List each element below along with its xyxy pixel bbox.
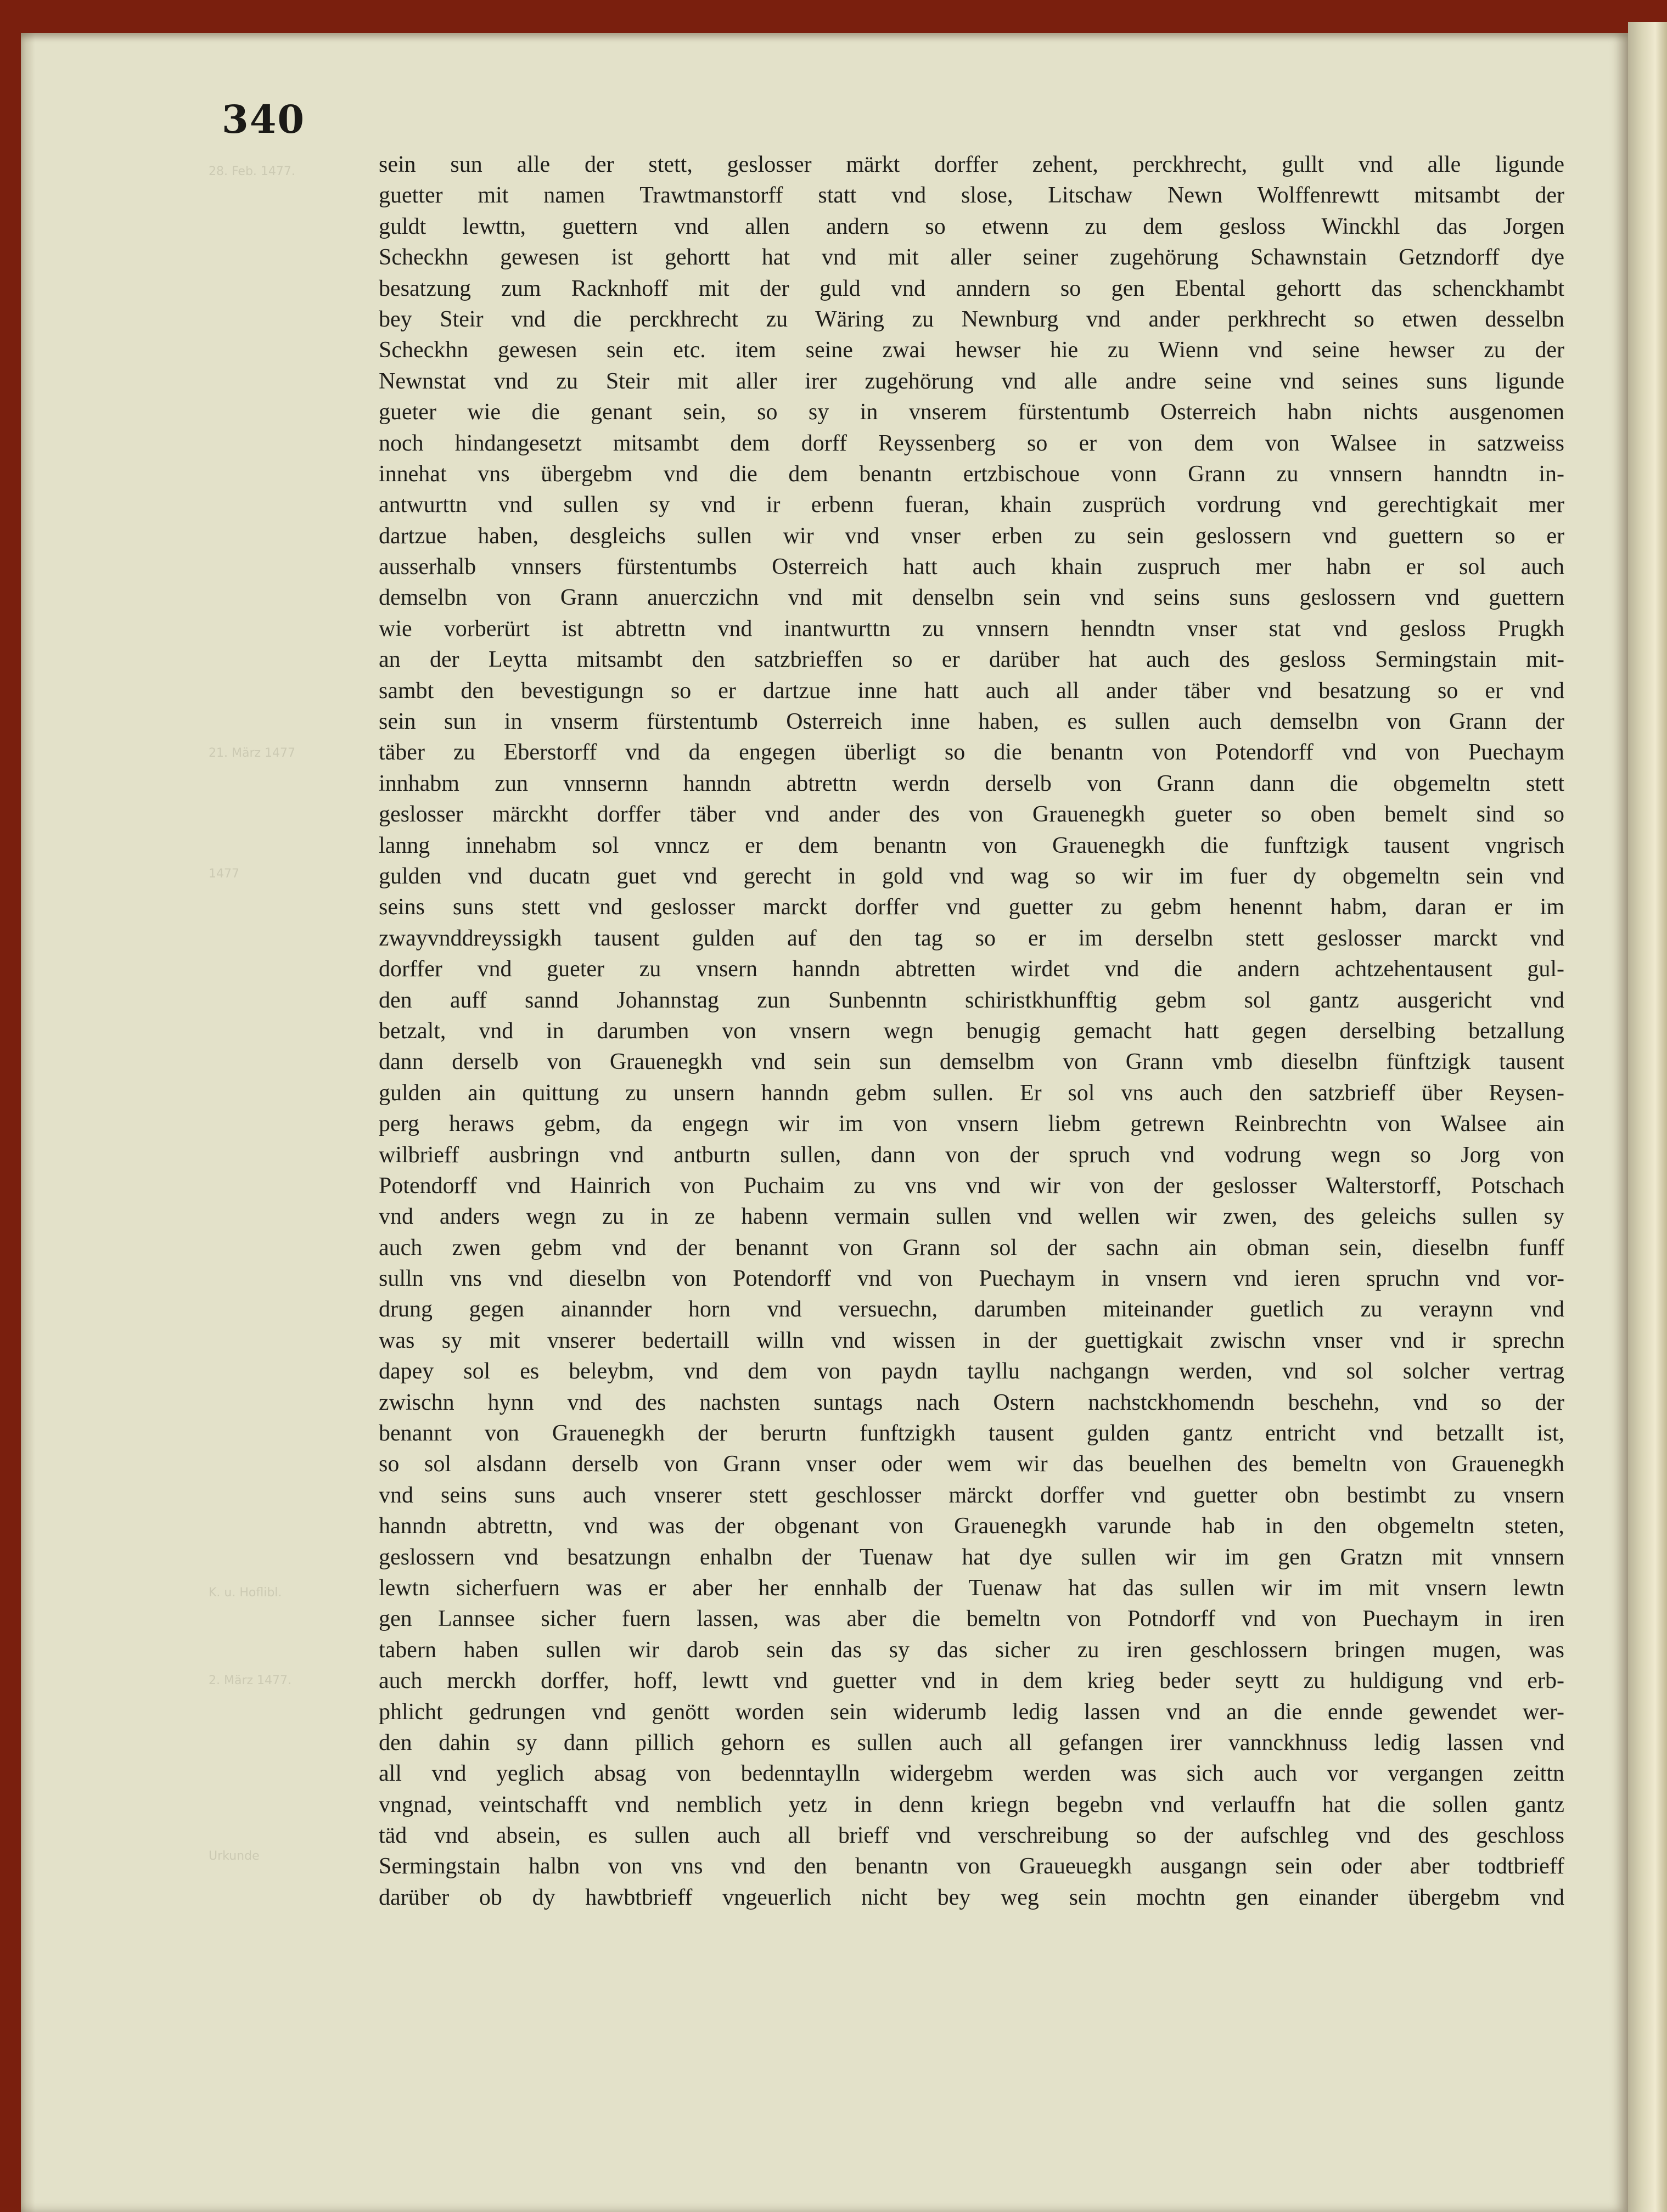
text-line: gueter wie die genant sein, so sy in vnserem fürstentumb Osterreich habn nichts ausgenomen: [379, 399, 1564, 425]
text-line: vnd seins suns auch vnserer stett geschlosser märckt dorffer vnd guetter obn bestimbt zu vnsern: [379, 1482, 1564, 1508]
text-line: besatzung zum Racknhoff mit der guld vnd anndern so gen Ebental gehortt das schenckhambt: [379, 275, 1564, 301]
text-line: dapey sol es beleybm, vnd dem von paydn tayllu nachgangn werden, vnd sol solcher vertrag: [379, 1359, 1564, 1384]
text-line: dorffer vnd gueter zu vnsern hanndn abtretten wirdet vnd die andern achtzehentausent gul-: [379, 956, 1564, 982]
text-line: demselbn von Grann anuerczichn vnd mit denselbn sein vnd seins suns geslossern vnd guettern: [379, 585, 1564, 611]
margin-note: 21. März 1477: [209, 746, 296, 760]
next-page-edge: [1628, 22, 1667, 2212]
text-line: sein sun in vnserm fürstentumb Osterreich inne haben, es sullen auch demselbn von Grann der: [379, 709, 1564, 735]
text-line: perg heraws gebm, da engegn wir im von vnsern liebm getrewn Reinbrechtn von Walsee ain: [379, 1111, 1564, 1137]
text-line: auch merckh dorffer, hoff, lewtt vnd guetter vnd in dem krieg beder seytt zu huldigung vnd erb-: [379, 1668, 1564, 1694]
text-line: wie vorberürt ist abtrettn vnd inantwurttn zu vnnsern henndtn vnser stat vnd gesloss Prugkh: [379, 616, 1564, 641]
text-line: noch hindangesetzt mitsambt dem dorff Reyssenberg so er von dem von Walsee in satzweiss: [379, 430, 1564, 456]
text-line: gen Lannsee sicher fuern lassen, was aber die bemeltn von Potndorff vnd von Puechaym in iren: [379, 1606, 1564, 1632]
text-line: zwayvnddreyssigkh tausent gulden auf den tag so er im derselbn stett geslosser marckt vnd: [379, 925, 1564, 951]
margin-note: 28. Feb. 1477.: [209, 165, 295, 178]
margin-note: 1477: [209, 867, 239, 881]
text-line: ausserhalb vnnsers fürstentumbs Osterreich hatt auch khain zuspruch mer habn er sol auch: [379, 554, 1564, 580]
margin-note: 2. März 1477.: [209, 1674, 292, 1687]
text-line: geslossern vnd besatzungn enhalbn der Tuenaw hat dye sullen wir im gen Gratzn mit vnnsern: [379, 1544, 1564, 1570]
text-line: dann derselb von Grauenegkh vnd sein sun demselbm von Grann vmb dieselbn fünftzigk tausent: [379, 1049, 1564, 1075]
text-line: lewtn sicherfuern was er aber her ennhalb der Tuenaw hat das sullen wir im mit vnsern lewtn: [379, 1575, 1564, 1601]
text-line: guetter mit namen Trawtmanstorff statt vnd slose, Litschaw Newn Wolffenrewtt mitsambt der: [379, 183, 1564, 209]
text-line: Newnstat vnd zu Steir mit aller irer zugehörung vnd alle andre seine vnd seines suns ligunde: [379, 368, 1564, 394]
text-line: antwurttn vnd sullen sy vnd ir erbenn fueran, khain zusprüch vordrung vnd gerechtigkait mer: [379, 492, 1564, 518]
text-line: Scheckhn gewesen sein etc. item seine zwai hewser hie zu Wienn vnd seine hewser zu der: [379, 337, 1564, 363]
text-line: vngnad, veintschafft vnd nemblich yetz in denn kriegn begebn vnd verlauffn hat die sollen gantz: [379, 1792, 1564, 1817]
text-line: was sy mit vnserer bedertaill willn vnd wissen in der guettigkait zwischn vnser vnd ir sprechn: [379, 1327, 1564, 1353]
text-line: drung gegen ainannder horn vnd versuechn, darumben miteinander guetlich zu veraynn vnd: [379, 1297, 1564, 1322]
text-line: tabern haben sullen wir darob sein das sy das sicher zu iren geschlossern bringen mugen, was: [379, 1637, 1564, 1663]
text-line: phlicht gedrungen vnd genött worden sein widerumb ledig lassen vnd an die ennde gewendet wer-: [379, 1699, 1564, 1725]
text-line: täber zu Eberstorff vnd da engegen überligt so die benantn von Potendorff vnd von Puechaym: [379, 740, 1564, 766]
text-line: geslosser märckht dorffer täber vnd ander des von Grauenegkh gueter so oben bemelt sind so: [379, 802, 1564, 828]
text-line: zwischn hynn vnd des nachsten suntags nach Ostern nachstckhomendn beschehn, vnd so der: [379, 1389, 1564, 1415]
body-text: [379, 149, 1564, 1913]
page-number: 340: [222, 97, 306, 142]
text-line: sein sun alle der stett, geslosser märkt dorffer zehent, perckhrecht, gullt vnd alle ligunde: [379, 152, 1564, 177]
text-line: den auff sannd Johannstag zun Sunbenntn schiristkhunfftig gebm sol gantz ausgericht vnd: [379, 987, 1564, 1013]
text-line: gulden ain quittung zu unsern hanndn gebm sullen. Er sol vns auch den satzbrieff über Reysen-: [379, 1080, 1564, 1106]
text-line: täd vnd absein, es sullen auch all brieff vnd verschreibung so der aufschleg vnd des geschloss: [379, 1823, 1564, 1849]
text-line: an der Leytta mitsambt den satzbrieffen so er darüber hat auch des gesloss Sermingstain mit-: [379, 647, 1564, 673]
text-line: so sol alsdann derselb von Grann vnser oder wem wir das beuelhen des bemeltn von Grauenegkh: [379, 1451, 1564, 1477]
margin-note: K. u. Hoflibl.: [209, 1586, 282, 1600]
margin-note: Urkunde: [209, 1849, 260, 1863]
text-line: vnd anders wegn zu in ze habenn vermain sullen vnd wellen wir zwen, des geleichs sullen sy: [379, 1204, 1564, 1230]
text-line: den dahin sy dann pillich gehorn es sullen auch all gefangen irer vannckhnuss ledig lassen vnd: [379, 1730, 1564, 1755]
text-line: lanng innehabm sol vnncz er dem benantn von Grauenegkh die funftzigk tausent vngrisch: [379, 832, 1564, 858]
text-line: dartzue haben, desgleichs sullen wir vnd vnser erben zu sein geslossern vnd guettern so er: [379, 523, 1564, 549]
text-line: bey Steir vnd die perckhrecht zu Wäring zu Newnburg vnd ander perkhrecht so etwen desselbn: [379, 306, 1564, 332]
page-gutter-shadow: [21, 33, 35, 2212]
text-line: innehat vns übergebm vnd die dem benantn ertzbischoue vonn Grann zu vnnsern hanndtn in-: [379, 461, 1564, 487]
text-line: gulden vnd ducatn guet vnd gerecht in gold vnd wag so wir im fuer dy obgemeltn sein vnd: [379, 863, 1564, 889]
text-line: innhabm zun vnnsernn hanndn abtrettn werdn derselb von Grann dann die obgemeltn stett: [379, 770, 1564, 796]
text-line: wilbrieff ausbringn vnd antburtn sullen, dann von der spruch vnd vodrung wegn so Jorg von: [379, 1142, 1564, 1168]
text-line: all vnd yeglich absag von bedenntaylln widergebm werden was sich auch vor vergangen zeittn: [379, 1761, 1564, 1787]
text-line: auch zwen gebm vnd der benannt von Grann sol der sachn ain obman sein, dieselbn funff: [379, 1235, 1564, 1260]
text-line: Sermingstain halbn von vns vnd den benantn von Graueuegkh ausgangn sein oder aber todtbrieff: [379, 1854, 1564, 1879]
text-line: sulln vns vnd dieselbn von Potendorff vnd von Puechaym in vnsern vnd ieren spruchn vnd vor-: [379, 1266, 1564, 1292]
text-line: darüber ob dy hawbtbrieff vngeuerlich nicht bey weg sein mochtn gen einander übergebm vnd: [379, 1884, 1564, 1910]
text-line: benannt von Grauenegkh der berurtn funftzigkh tausent gulden gantz entricht vnd betzallt ist,: [379, 1421, 1564, 1446]
text-line: hanndn abtrettn, vnd was der obgenant von Grauenegkh varunde hab in den obgemeltn steten,: [379, 1513, 1564, 1539]
text-line: Potendorff vnd Hainrich von Puchaim zu vns vnd wir von der geslosser Walterstorff, Potschach: [379, 1173, 1564, 1198]
text-line: seins suns stett vnd geslosser marckt dorffer vnd guetter zu gebm henennt habm, daran er im: [379, 894, 1564, 920]
text-line: guldt lewttn, guettern vnd allen andern so etwenn zu dem gesloss Winckhl das Jorgen: [379, 213, 1564, 239]
text-line: betzalt, vnd in darumben von vnsern wegn benugig gemacht hatt gegen derselbing betzallung: [379, 1018, 1564, 1044]
text-line: sambt den bevestigungn so er dartzue inne hatt auch all ander täber vnd besatzung so er vnd: [379, 678, 1564, 703]
text-line: Scheckhn gewesen ist gehortt hat vnd mit aller seiner zugehörung Schawnstain Getzndorff dye: [379, 245, 1564, 271]
